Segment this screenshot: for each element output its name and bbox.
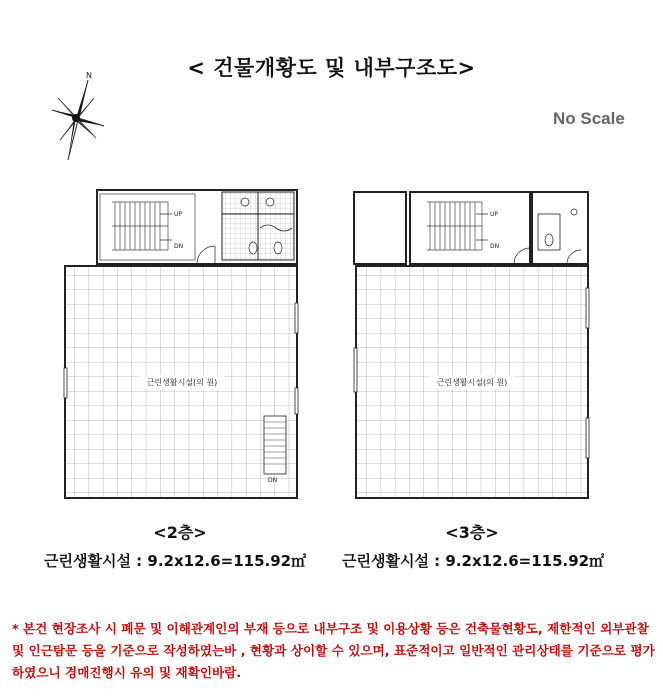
floor-2-area: 근린생활시설 : 9.2x12.6=115.92㎡: [44, 552, 307, 570]
room-label: 근린생활시설(의 원): [146, 378, 218, 387]
toilet-block: [222, 192, 294, 260]
stair-up-label: UP: [490, 211, 499, 218]
scale-note: No Scale: [553, 109, 625, 128]
footnote: * 본건 현장조사 시 폐문 및 이해관계인의 부재 등으로 내부구조 및 이용상황 등은 건축물현황도, 제한적인 외부관찰 및 인근탐문 등을 기준으로 작성하였는바 , 현황과 상이할 수 있으며, 표준적이고 일반적인 관리상태를 기준으로 평가하였으니 경매진행시 유의 및 재확인바람.: [12, 621, 655, 680]
page-title: < 건물개황도 및 내부구조도>: [187, 56, 476, 80]
stair-dn-label: DN: [174, 243, 184, 250]
floor-3-label: <3층>: [445, 523, 499, 542]
stair-dn-label-2: DN: [268, 477, 278, 484]
room-label: 근린생활시설(의 원): [436, 378, 508, 387]
floor-plan-3: [352, 188, 592, 500]
compass-north-label: N: [86, 71, 92, 80]
floor-3-area: 근린생활시설 : 9.2x12.6=115.92㎡: [342, 552, 605, 570]
stair-block: [100, 194, 195, 260]
stair-dn-label: DN: [490, 243, 500, 250]
stair-up-label: UP: [174, 211, 183, 218]
floor-2-label: <2층>: [153, 523, 207, 542]
compass-rose-icon: [48, 68, 108, 168]
floor-plan-2: [60, 188, 300, 500]
